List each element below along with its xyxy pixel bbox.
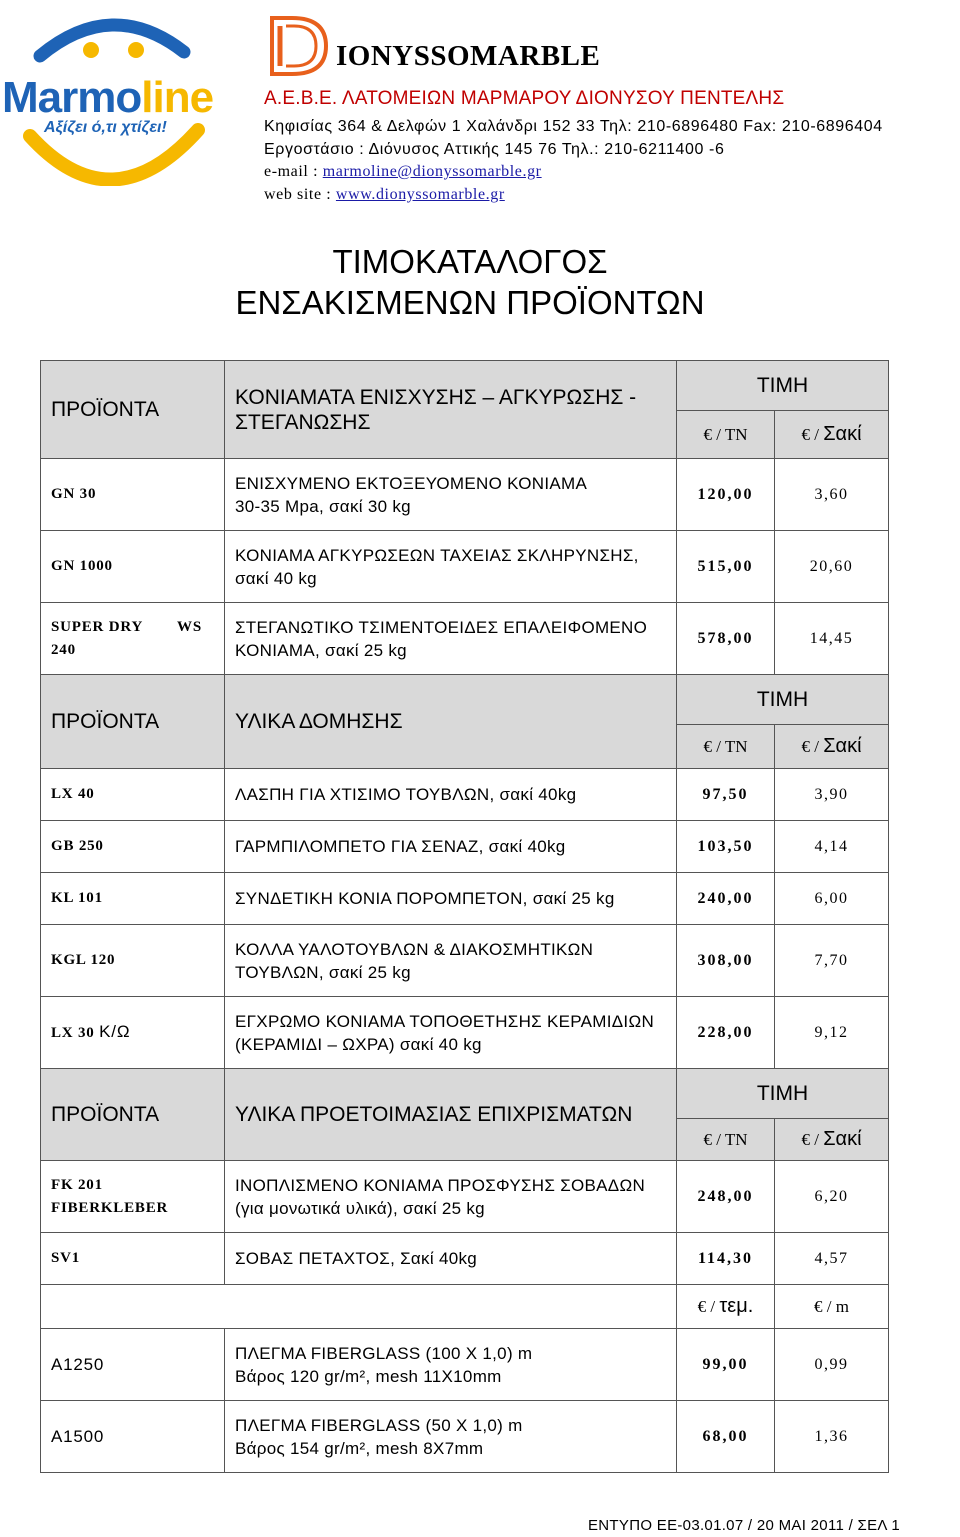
products-header: ΠΡΟΪΟΝΤΑ: [41, 1069, 225, 1161]
price-table: [40, 360, 889, 1473]
category-header: ΚΟΝΙΑΜΑΤΑ ΕΝΙΣΧΥΣΗΣ – ΑΓΚΥΡΩΣΗΣ - ΣΤΕΓΑΝΩΣΗΣ: [225, 361, 677, 459]
price-header: ΤΙΜΗ: [677, 675, 889, 725]
price-per-meter: 1,36: [775, 1401, 889, 1473]
price-per-ton: 120,00: [677, 459, 775, 531]
table-row: [41, 603, 889, 675]
email-line: [264, 163, 542, 181]
table-row: [41, 1161, 889, 1233]
table-row: [41, 1329, 889, 1401]
price-per-ton: 228,00: [677, 997, 775, 1069]
product-code: A1250: [41, 1329, 225, 1401]
price-per-piece: 99,00: [677, 1329, 775, 1401]
product-description: ΚΟΛΛΑ ΥΑΛΟΤΟΥΒΛΩΝ & ΔΙΑΚΟΣΜΗΤΙΚΩΝ ΤΟΥΒΛΩΝ, σακί 25 kg: [225, 925, 677, 997]
price-per-sack: 4,14: [775, 821, 889, 873]
price-header: ΤΙΜΗ: [677, 1069, 889, 1119]
product-description: ΣΥΝΔΕΤΙΚΗ ΚΟΝΙΑ ΠΟΡΟΜΠΕΤΟΝ, σακί 25 kg: [225, 873, 677, 925]
price-per-sack: 14,45: [775, 603, 889, 675]
product-description: ΚΟΝΙΑΜΑ ΑΓΚΥΡΩΣΕΩΝ ΤΑΧΕΙΑΣ ΣΚΛΗΡΥΝΣΗΣ, σακί 40 kg: [225, 531, 677, 603]
price-per-ton: 103,50: [677, 821, 775, 873]
page-title: ΤΙΜΟΚΑΤΑΛΟΓΟΣ: [332, 243, 608, 280]
products-header: ΠΡΟΪΟΝΤΑ: [41, 675, 225, 769]
product-description: ΙΝΟΠΛΙΣΜΕΝΟ ΚΟΝΙΑΜΑ ΠΡΟΣΦΥΣΗΣ ΣΟΒΑΔΩΝ (για μονωτικά υλικά), σακί 25 kg: [225, 1161, 677, 1233]
product-description: ΣΟΒΑΣ ΠΕΤΑΧΤΟΣ, Σακί 40kg: [225, 1233, 677, 1285]
section-header-row: [41, 1069, 889, 1119]
price-per-ton: 97,50: [677, 769, 775, 821]
price-per-sack: 7,70: [775, 925, 889, 997]
product-code: LX 30 Κ/Ω: [41, 997, 225, 1069]
web-label: web site :: [264, 186, 336, 203]
product-description: ΣΤΕΓΑΝΩΤΙΚΟ ΤΣΙΜΕΝΤΟΕΙΔΕΣ ΕΠΑΛΕΙΦΟΜΕΝΟ ΚΟΝΙΑΜΑ, σακί 25 kg: [225, 603, 677, 675]
dionyssomarble-logo: [268, 16, 332, 76]
unit-per-sack: € / Σακί: [775, 725, 889, 769]
section-header-row: [41, 675, 889, 725]
marmoline-logo: [2, 8, 220, 186]
unit-per-sack: € / Σακί: [775, 411, 889, 459]
unit-per-ton: € / ΤΝ: [677, 1119, 775, 1161]
address-line: Κηφισίας 364 & Δελφών 1 Χαλάνδρι 152 33 Τηλ: 210-6896480 Fax: 210-6896404: [264, 118, 883, 135]
product-description: ΕΓΧΡΩΜΟ ΚΟΝΙΑΜΑ ΤΟΠΟΘΕΤΗΣΗΣ ΚΕΡΑΜΙΔΙΩΝ (ΚΕΡΑΜΙΔΙ – ΩΧΡΑ) σακί 40 kg: [225, 997, 677, 1069]
product-description: ΠΛΕΓΜΑ FIBERGLASS (50 Χ 1,0) m Βάρος 154 gr/m², mesh 8Χ7mm: [225, 1401, 677, 1473]
mesh-unit-row: [41, 1285, 889, 1329]
unit-per-meter: € / m: [775, 1285, 889, 1329]
price-per-sack: 4,57: [775, 1233, 889, 1285]
product-description: ΕΝΙΣΧΥΜΕΝΟ ΕΚΤΟΞΕΥΟΜΕΝΟ ΚΟΝΙΑΜΑ 30-35 Mpa, σακί 30 kg: [225, 459, 677, 531]
price-per-meter: 0,99: [775, 1329, 889, 1401]
price-per-sack: 6,20: [775, 1161, 889, 1233]
price-per-ton: 114,30: [677, 1233, 775, 1285]
blank-cell: [41, 1285, 677, 1329]
price-per-ton: 240,00: [677, 873, 775, 925]
product-code: KL 101: [41, 873, 225, 925]
product-description: ΠΛΕΓΜΑ FIBERGLASS (100 Χ 1,0) m Βάρος 120 gr/m², mesh 11Χ10mm: [225, 1329, 677, 1401]
table-row: [41, 769, 889, 821]
table-row: [41, 459, 889, 531]
website-link[interactable]: www.dionyssomarble.gr: [335, 186, 505, 203]
price-per-ton: 578,00: [677, 603, 775, 675]
email-label: e-mail :: [264, 163, 323, 180]
table-row: [41, 925, 889, 997]
category-header: ΥΛΙΚΑ ΔΟΜΗΣΗΣ: [225, 675, 677, 769]
price-per-sack: 3,90: [775, 769, 889, 821]
table-row: [41, 997, 889, 1069]
web-line: [264, 186, 505, 204]
document-footer: ΕΝΤΥΠΟ ΕΕ-03.01.07 / 20 ΜΑΙ 2011 / ΣΕΛ 1: [588, 1517, 900, 1534]
company-full-name: Α.Ε.Β.Ε. ΛΑΤΟΜΕΙΩΝ ΜΑΡΜΑΡΟΥ ΔΙΟΝΥΣΟΥ ΠΕΝΤΕΛΗΣ: [264, 88, 785, 109]
unit-per-ton: € / ΤΝ: [677, 725, 775, 769]
table-row: [41, 821, 889, 873]
svg-text:Αξίζει ό,τι χτίζει!: Αξίζει ό,τι χτίζει!: [44, 119, 167, 136]
product-description: ΛΑΣΠΗ ΓΙΑ ΧΤΙΣΙΜΟ ΤΟΥΒΛΩΝ, σακί 40kg: [225, 769, 677, 821]
price-per-piece: 68,00: [677, 1401, 775, 1473]
price-per-sack: 3,60: [775, 459, 889, 531]
price-per-sack: 9,12: [775, 997, 889, 1069]
product-code: KGL 120: [41, 925, 225, 997]
price-per-ton: 248,00: [677, 1161, 775, 1233]
table-row: [41, 531, 889, 603]
page-subtitle: ΕΝΣΑΚΙΣΜΕΝΩΝ ΠΡΟΪΟΝΤΩΝ: [235, 284, 705, 321]
svg-text:Marmoline: Marmoline: [2, 73, 214, 122]
price-per-ton: 308,00: [677, 925, 775, 997]
products-header: ΠΡΟΪΟΝΤΑ: [41, 361, 225, 459]
table-row: [41, 1401, 889, 1473]
unit-per-ton: € / ΤΝ: [677, 411, 775, 459]
product-code: GN 1000: [41, 531, 225, 603]
unit-per-sack: € / Σακί: [775, 1119, 889, 1161]
product-description: ΓΑΡΜΠΙΛΟΜΠΕΤΟ ΓΙΑ ΣΕΝΑΖ, σακί 40kg: [225, 821, 677, 873]
price-per-sack: 6,00: [775, 873, 889, 925]
section-header-row: [41, 361, 889, 411]
company-name: IONYSSOMARBLE: [336, 40, 601, 72]
product-code: GB 250: [41, 821, 225, 873]
product-code: FK 201 FIBERKLEBER: [41, 1161, 225, 1233]
product-code: LX 40: [41, 769, 225, 821]
product-code: A1500: [41, 1401, 225, 1473]
email-link[interactable]: marmoline@dionyssomarble.gr: [322, 163, 542, 180]
product-code: SV1: [41, 1233, 225, 1285]
price-per-sack: 20,60: [775, 531, 889, 603]
price-header: ΤΙΜΗ: [677, 361, 889, 411]
product-code: GN 30: [41, 459, 225, 531]
table-row: [41, 873, 889, 925]
factory-line: Εργοστάσιο : Διόνυσος Αττικής 145 76 Τηλ.: 210-6211400 -6: [264, 141, 725, 158]
table-row: [41, 1233, 889, 1285]
category-header: ΥΛΙΚΑ ΠΡΟΕΤΟΙΜΑΣΙΑΣ ΕΠΙΧΡΙΣΜΑΤΩΝ: [225, 1069, 677, 1161]
unit-per-piece: € / τεμ.: [677, 1285, 775, 1329]
price-per-ton: 515,00: [677, 531, 775, 603]
product-code: SUPER DRY WS 240: [41, 603, 225, 675]
